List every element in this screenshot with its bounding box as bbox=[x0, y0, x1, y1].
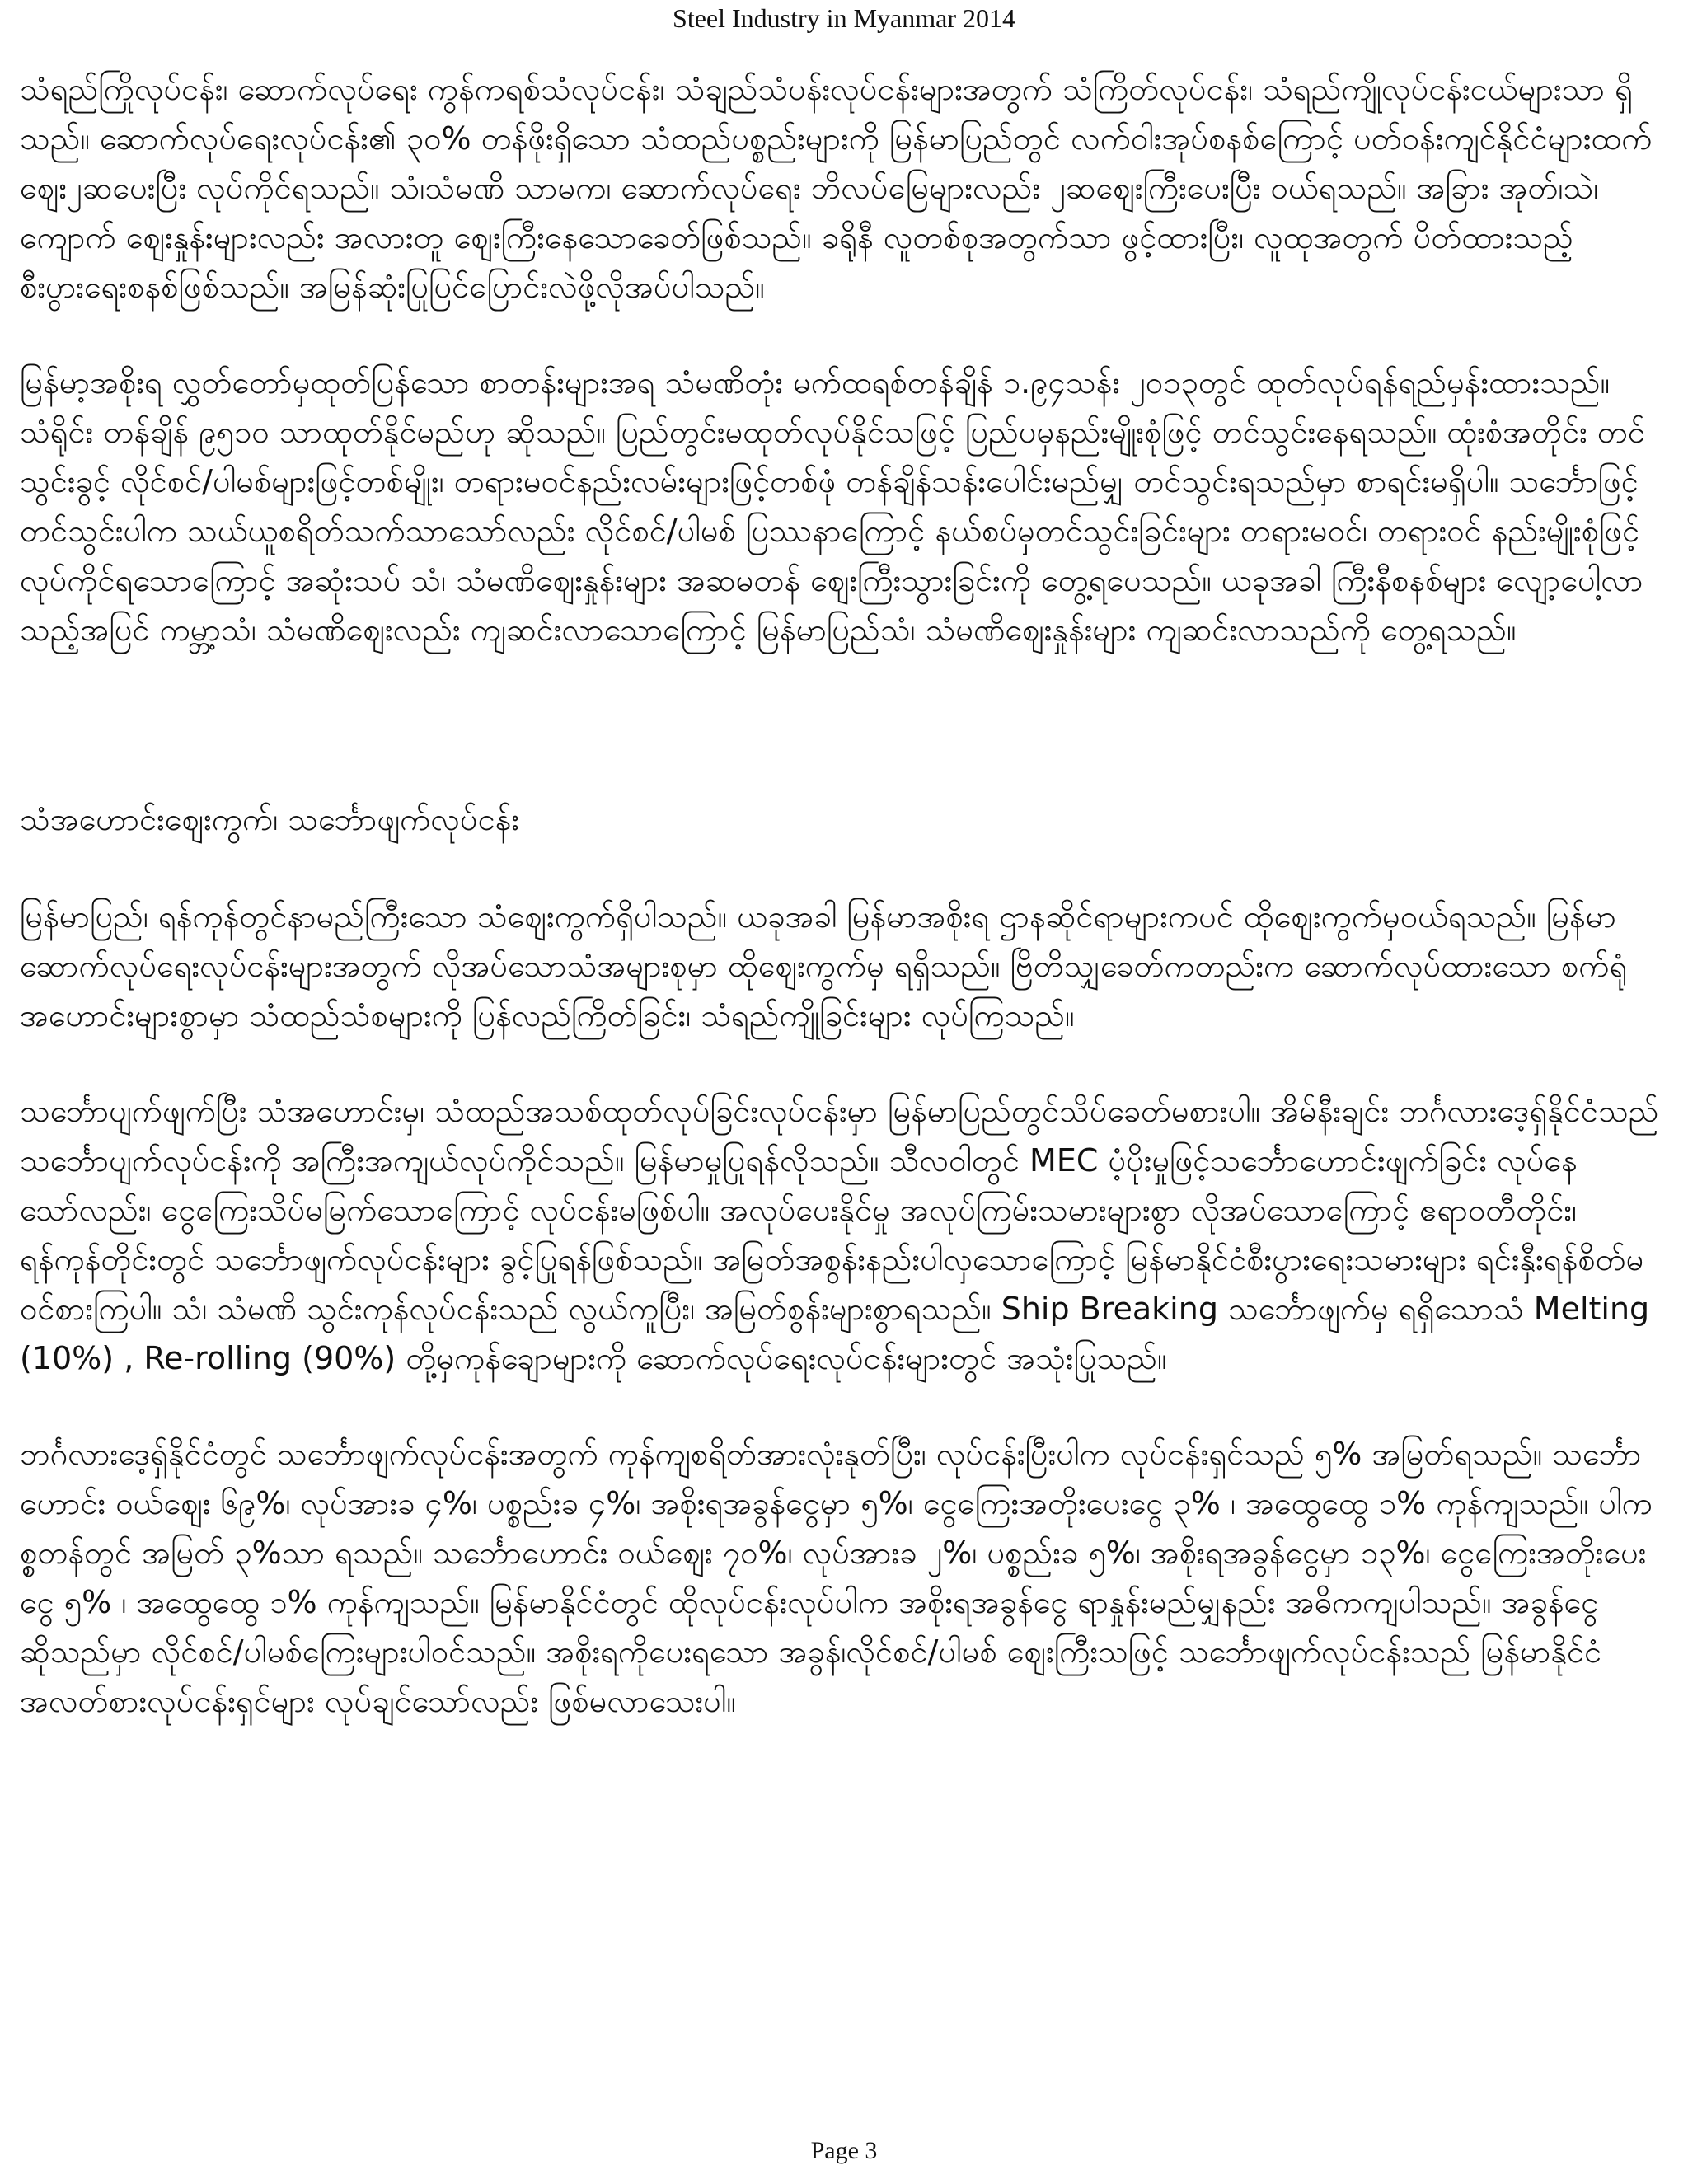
paragraph-1: သံရည်ကြိုလုပ်ငန်း၊ ဆောက်လုပ်ရေး ကွန်ကရစ်သံလုပ်ငန်း၊ သံချည်သံပန်းလုပ်ငန်းများအတွက် သံကြိတ်လုပ်ငန်း၊ သံရည်ကျိုလုပ်ငန်းငယ်များသာ ရှိသည်။ ဆောက်လုပ်ရေးလုပ်ငန်း၏ ၃၀% တန်ဖိုးရှိသော သံထည်ပစ္စည်းများကို မြန်မာပြည်တွင် လက်ဝါးအုပ်စနစ်ကြောင့် ပတ်ဝန်းကျင်နိုင်ငံများထက် ဈေး၂ဆပေးပြီး လုပ်ကိုင်ရသည်။ သံ၊သံမဏိ သာမက၊ ဆောက်လုပ်ရေး ဘိလပ်မြေများလည်း ၂ဆဈေးကြီးပေးပြီး ဝယ်ရသည်။ အခြား အုတ်၊သဲ၊ကျောက် ဈေးနှုန်းများလည်း အလားတူ ဈေးကြီးနေသောခေတ်ဖြစ်သည်။ ခရိုနီ လူတစ်စုအတွက်သာ ဖွင့်ထားပြီး၊ လူထုအတွက် ပိတ်ထားသည့် စီးပွားရေးစနစ်ဖြစ်သည်။ အမြန်ဆုံးပြုပြင်ပြောင်းလဲဖို့လိုအပ်ပါသည်။ bbox=[20, 71, 1653, 305]
paragraph-4: သင်္ဘောပျက်ဖျက်ပြီး သံအဟောင်းမှ၊ သံထည်အသစ်ထုတ်လုပ်ခြင်းလုပ်ငန်းမှာ မြန်မာပြည်တွင်သိပ်ခေတ်မစားပါ။ အိမ်နီးချင်း ဘင်္ဂလားဒေ့ရှ်နိုင်ငံသည် သင်္ဘောပျက်လုပ်ငန်းကို အကြီးအကျယ်လုပ်ကိုင်သည်။ မြန်မာမှုပြုရန်လိုသည်။ သီလဝါတွင် MEC ပံ့ပိုးမှုဖြင့်သင်္ဘောဟောင်းဖျက်ခြင်း လုပ်နေသော်လည်း၊ ငွေကြေးသိပ်မမြက်သောကြောင့် လုပ်ငန်းမဖြစ်ပါ။ အလုပ်ပေးနိုင်မှု အလုပ်ကြမ်းသမားများစွာ လိုအပ်သောကြောင့် ဧရာဝတီတိုင်း၊ ရန်ကုန်တိုင်းတွင် သင်္ဘောဖျက်လုပ်ငန်းများ ခွင့်ပြုရန်ဖြစ်သည်။ အမြတ်အစွန်းနည်းပါလှသောကြောင့် မြန်မာနိုင်ငံစီးပွားရေးသမားများ ရင်းနှီးရန်စိတ်မဝင်စားကြပါ။ သံ၊ သံမဏိ သွင်းကုန်လုပ်ငန်းသည် လွယ်ကူပြီး၊ အမြတ်စွန်းများစွာရသည်။ Ship Breaking သင်္ဘောဖျက်မှ ရရှိသောသံ Melting (10%) , Re-rolling (90%) တို့မှကုန်ချောများကို ဆောက်လုပ်ရေးလုပ်ငန်းများတွင် အသုံးပြုသည်။ bbox=[20, 1093, 1659, 1376]
section-heading: သံအဟောင်းဈေးကွက်၊ သင်္ဘောဖျက်လုပ်ငန်း bbox=[20, 801, 519, 837]
paragraph-2: မြန်မာ့အစိုးရ လွှတ်တော်မှထုတ်ပြန်သော စာတန်းများအရ သံမဏိတုံး မက်ထရစ်တန်ချိန် ၁.၉၄သန်း ၂၀၁၃တွင် ထုတ်လုပ်ရန်ရည်မှန်းထားသည်။ သံရိုင်း တန်ချိန် ၉၅၁၀ သာထုတ်နိုင်မည်ဟု ဆိုသည်။ ပြည်တွင်းမထုတ်လုပ်နိုင်သဖြင့် ပြည်ပမှနည်းမျိုးစုံဖြင့် တင်သွင်းနေရသည်။ ထုံးစံအတိုင်း တင်သွင်းခွင့် လိုင်စင်/ပါမစ်များဖြင့်တစ်မျိုး၊ တရားမဝင်နည်းလမ်းများဖြင့်တစ်ဖုံ တန်ချိန်သန်းပေါင်းမည်မျှ တင်သွင်းရသည်မှာ စာရင်းမရှိပါ။ သင်္ဘောဖြင့်တင်သွင်းပါက သယ်ယူစရိတ်သက်သာသော်လည်း လိုင်စင်/ပါမစ် ပြဿနာကြောင့် နယ်စပ်မှတင်သွင်းခြင်းများ တရားမဝင်၊ တရားဝင် နည်းမျိုးစုံဖြင့် လုပ်ကိုင်ရသောကြောင့် အဆုံးသပ် သံ၊ သံမဏိဈေးနှုန်းများ အဆမတန် ဈေးကြီးသွားခြင်းကို တွေ့ရပေသည်။ ယခုအခါ ကြီးနီစနစ်များ လျော့ပေါ့လာသည့်အပြင် ကမ္ဘာ့သံ၊ သံမဏိဈေးလည်း ကျဆင်းလာသောကြောင့် မြန်မာပြည်သံ၊ သံမဏိဈေးနှုန်းများ ကျဆင်းလာသည်ကို တွေ့ရသည်။ bbox=[20, 364, 1645, 648]
page-number: Page 3 bbox=[810, 2137, 878, 2164]
document-body bbox=[20, 64, 1660, 1772]
paragraph-3: မြန်မာပြည်၊ ရန်ကုန်တွင်နာမည်ကြီးသော သံဈေးကွက်ရှိပါသည်။ ယခုအခါ မြန်မာအစိုးရ ဌာနဆိုင်ရာများကပင် ထိုဈေးကွက်မှဝယ်ရသည်။ မြန်မာဆောက်လုပ်ရေးလုပ်ငန်းများအတွက် လိုအပ်သောသံအများစုမှာ ထိုဈေးကွက်မှ ရရှိသည်။ ဗြိတိသျှခေတ်ကတည်းက ဆောက်လုပ်ထားသော စက်ရုံအဟောင်းများစွာမှာ သံထည်သံစများကို ပြန်လည်ကြိတ်ခြင်း၊ သံရည်ကျိုခြင်းများ လုပ်ကြသည်။ bbox=[20, 898, 1628, 1033]
paragraph-5: ဘင်္ဂလားဒေ့ရှ်နိုင်ငံတွင် သင်္ဘောဖျက်လုပ်ငန်းအတွက် ကုန်ကျစရိတ်အားလုံးနုတ်ပြီး၊ လုပ်ငန်းပြီးပါက လုပ်ငန်းရှင်သည် ၅% အမြတ်ရသည်။ သင်္ဘောဟောင်း ဝယ်ဈေး ၆၉%၊ လုပ်အားခ ၄%၊ ပစ္စည်းခ ၄%၊ အစိုးရအခွန်ငွေမှာ ၅%၊ ငွေကြေးအတိုးပေးငွေ ၃% ၊ အထွေထွေ ၁% ကုန်ကျသည်။ ပါကစ္စတန်တွင် အမြတ် ၃%သာ ရသည်။ သင်္ဘောဟောင်း ဝယ်ဈေး ၇၀%၊ လုပ်အားခ ၂%၊ ပစ္စည်းခ ၅%၊ အစိုးရအခွန်ငွေမှာ ၁၃%၊ ငွေကြေးအတိုးပေးငွေ ၅% ၊ အထွေထွေ ၁% ကုန်ကျသည်။ မြန်မာနိုင်ငံတွင် ထိုလုပ်ငန်းလုပ်ပါက အစိုးရအခွန်ငွေ ရာနှုန်းမည်မျှနည်း အဓိကကျပါသည်။ အခွန်ငွေဆိုသည်မှာ လိုင်စင်/ပါမစ်ကြေးများပါဝင်သည်။ အစိုးရကိုပေးရသော အခွန်၊လိုင်စင်/ပါမစ် ဈေးကြီးသဖြင့် သင်္ဘောဖျက်လုပ်ငန်းသည် မြန်မာနိုင်ငံ အလတ်စားလုပ်ငန်းရှင်များ လုပ်ချင်သော်လည်း ဖြစ်မလာသေးပါ။ bbox=[20, 1436, 1653, 1719]
page-header: Steel Industry in Myanmar 2014 bbox=[673, 3, 1015, 33]
